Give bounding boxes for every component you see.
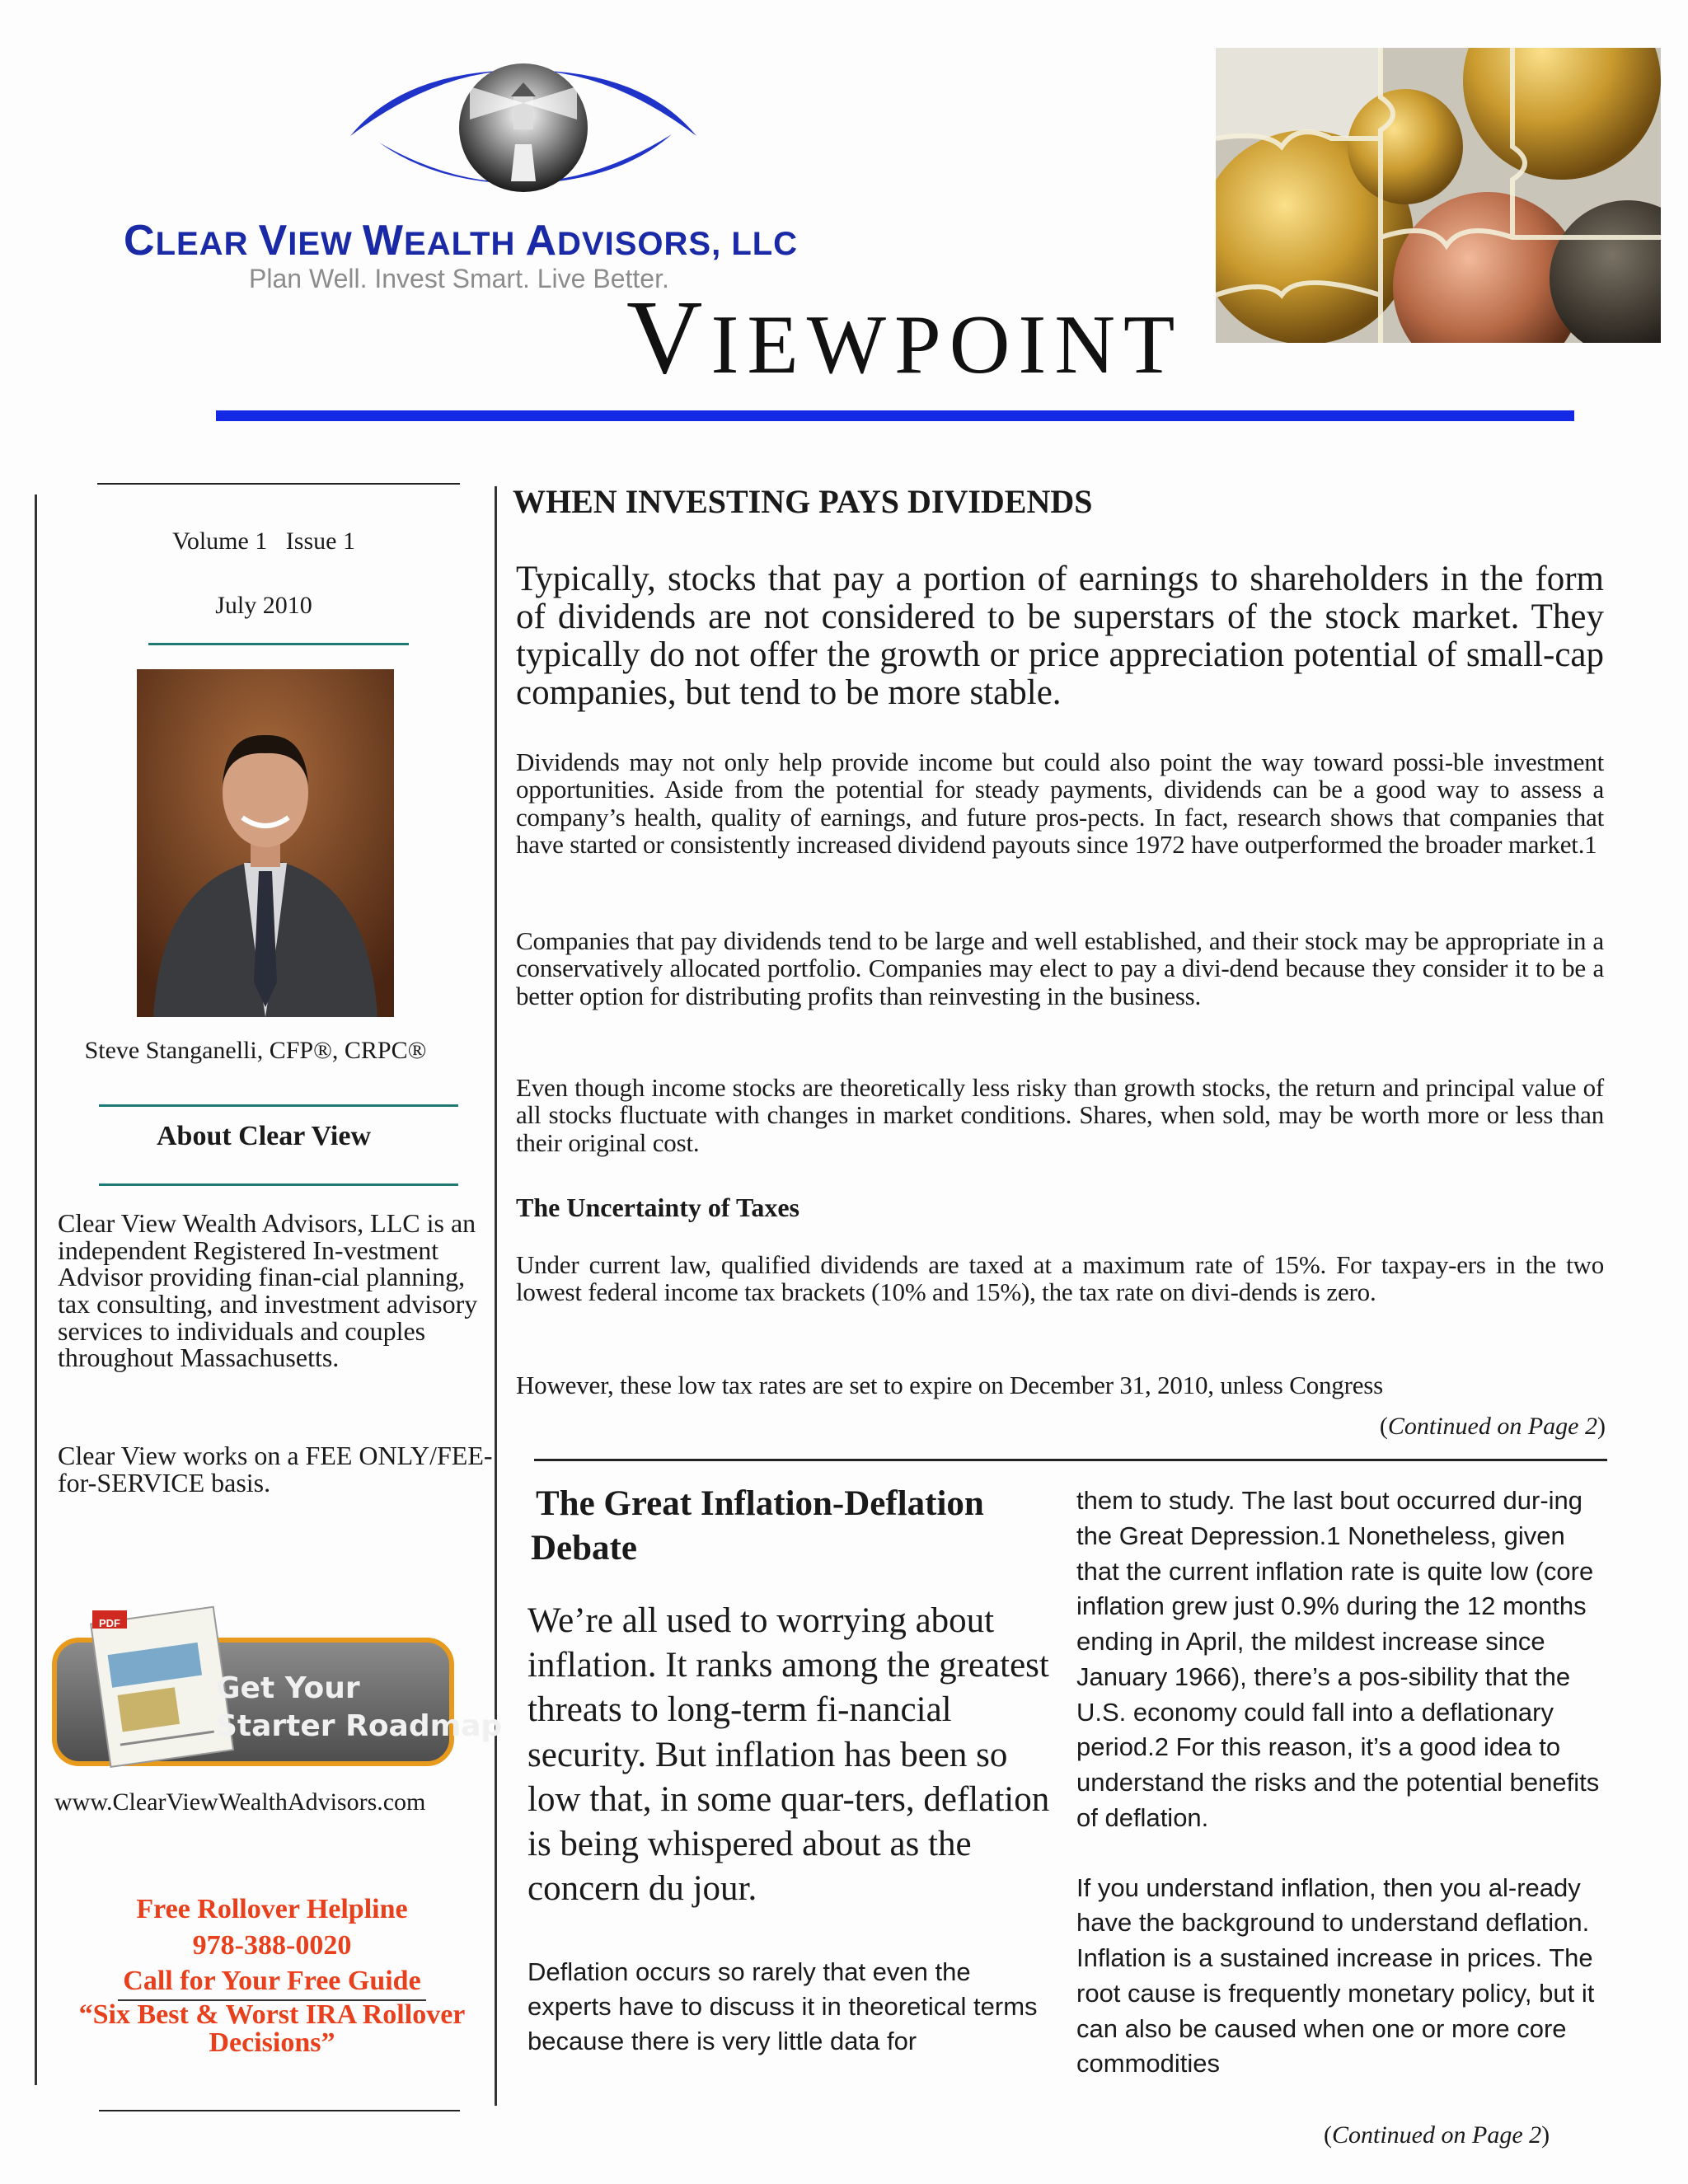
article2-paragraph: them to study. The last bout occurred dur-ing the Great Depression.1 Nonetheless, given that the current inflation rate is quite low (core inflation grew just 0.9% during the 12 months ending in April, the mildest increase since January 1966), there’s a pos-sibility that the U.S. economy could fall into a deflationary period.2 For this reason, it’s a good idea to understand the risks and the potential benefits of deflation. xyxy=(1076,1486,1600,1832)
sidebar-top-rule xyxy=(97,483,460,485)
free-guide-title: “Six Best & Worst IRA Rollover Decisions” xyxy=(78,1999,466,2058)
starter-roadmap-button[interactable] xyxy=(51,1599,503,1772)
article2-paragraph: If you understand inflation, then you al-ready have the background to understand deflation. Inflation is a sustained increase in prices. The root cause is frequently monetary policy, but it can also be caused when one or more core commodities xyxy=(1076,1872,1595,2079)
sidebar-divider xyxy=(35,494,37,2085)
article-paragraph: Under current law, qualified dividends are taxed at a maximum rate of 15%. For taxpay-ers in the two lowest federal income tax brackets (10% and 15%), the tax rate on divi-dends is zero. xyxy=(516,1250,1604,1307)
about-top-rule xyxy=(99,1104,458,1107)
company-name: CLEAR VIEW WEALTH ADVISORS, LLC xyxy=(124,217,799,265)
about-bottom-rule xyxy=(99,1183,458,1186)
rollover-helpline xyxy=(49,1891,495,2057)
gold-coin-puzzle-image xyxy=(1216,48,1661,343)
website-link[interactable]: www.ClearViewWealthAdvisors.com xyxy=(54,1788,426,1816)
fee-text: Clear View works on a FEE ONLY/FEE-for-SERVICE basis. xyxy=(58,1441,493,1497)
article-paragraph: Even though income stocks are theoretically less risky than growth stocks, the return and principal value of all stocks fluctuate with changes in market conditions. Shares, when sold, may be worth more or less than their original cost. xyxy=(516,1073,1604,1157)
issue-date: July 2010 xyxy=(215,592,312,619)
continued-link[interactable]: (Continued on Page 2) xyxy=(1324,2121,1550,2149)
continued-link[interactable]: (Continued on Page 2) xyxy=(1379,1413,1606,1440)
sidebar-bottom-rule xyxy=(99,2110,460,2111)
issue-volume: Volume 1 Issue 1 xyxy=(172,527,355,555)
about-heading: About Clear View xyxy=(156,1121,372,1151)
free-guide-label[interactable]: Call for Your Free Guide xyxy=(118,1963,425,2001)
lighthouse-eye-logo xyxy=(346,37,701,194)
article-paragraph: Companies that pay dividends tend to be large and well established, and their stock may be appropriate in a conservatively allocated portfolio. Companies may elect to pay a divi-dend because they consider it to be a better option for distributing profits than reinvesting in the business. xyxy=(516,926,1604,1010)
article-subheading: The Uncertainty of Taxes xyxy=(516,1193,799,1222)
helpline-phone[interactable]: 978-388-0020 xyxy=(192,1929,352,1961)
date-divider xyxy=(148,643,409,645)
author-name: Steve Stanganelli, CFP®, CRPC® xyxy=(84,1037,427,1064)
article-divider xyxy=(534,1459,1607,1461)
roadmap-line1: Get Your xyxy=(216,1671,360,1705)
article2-headline: The Great Inflation-Deflation Debate xyxy=(531,1484,984,1568)
column-divider xyxy=(495,486,497,2106)
article-paragraph: However, these low tax rates are set to expire on December 31, 2010, unless Congress xyxy=(516,1371,1384,1399)
header-divider xyxy=(216,410,1574,421)
pdf-badge: PDF xyxy=(99,1617,120,1629)
about-text: Clear View Wealth Advisors, LLC is an independent Registered In-vestment Advisor providing finan-cial planning, tax consulting, and investment advisory services to individuals and couples throughout Massachusetts. xyxy=(58,1208,478,1373)
article-headline: WHEN INVESTING PAYS DIVIDENDS xyxy=(513,483,1093,520)
newsletter-title: VIEWPOINT xyxy=(626,279,1184,396)
roadmap-line2: Starter Roadmap xyxy=(216,1709,503,1743)
author-photo xyxy=(137,669,394,1017)
article-lede: Typically, stocks that pay a portion of earnings to shareholders in the form of dividends are not considered to be superstars of the stock market. They typically do not offer the growth or price appreciation potential of small-cap companies, but tend to be more stable. xyxy=(516,560,1604,712)
article2-paragraph: Deflation occurs so rarely that even the experts have to discuss it in theoretical terms because there is very little data for xyxy=(528,1957,1038,2055)
tagline: Plan Well. Invest Smart. Live Better. xyxy=(249,264,669,293)
article2-column xyxy=(1076,1483,1604,2116)
article2-lede: We’re all used to worrying about inflation. It ranks among the greatest threats to long-term fi-nancial security. But inflation has been so low that, in some quar-ters, deflation is being whispered about as the concern du jour. xyxy=(528,1601,1050,1909)
article-paragraph: Dividends may not only help provide income but could also point the way toward possi-ble investment opportunities. Aside from the potential for steady payments, dividends can be a good way to assess a company’s health, quality of earnings, and future pros-pects. In fact, research shows that companies that have started or consistently increased dividend payouts since 1972 have outperformed the broader market.1 xyxy=(516,748,1604,860)
helpline-label: Free Rollover Helpline xyxy=(136,1894,408,1924)
